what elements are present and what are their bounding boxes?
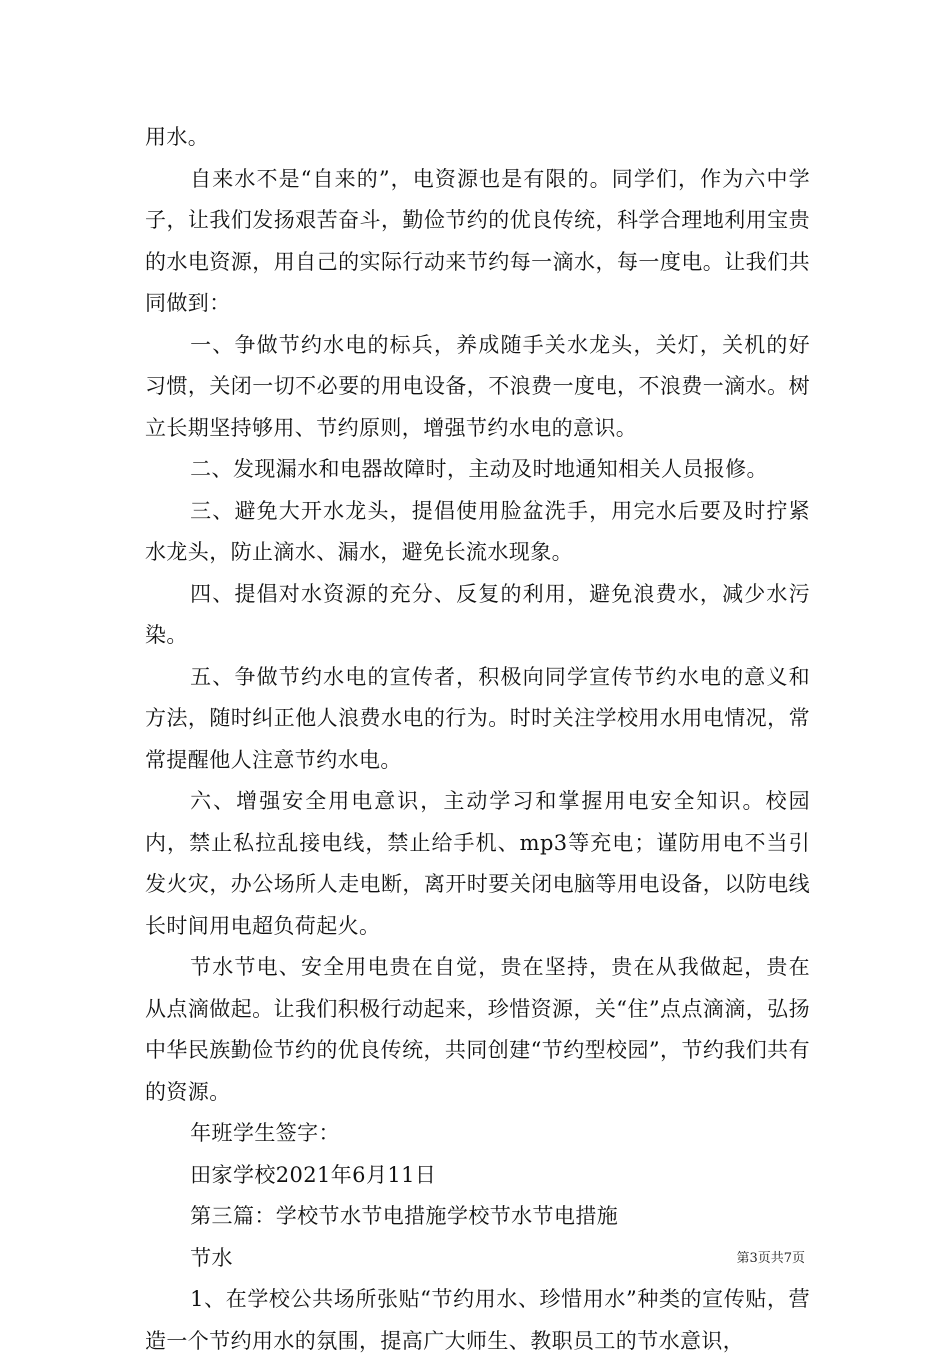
body-paragraph: 六、增强安全用电意识，主动学习和掌握用电安全知识。校园内，禁止私拉乱接电线，禁止给手机、mp3等充电；谨防用电不当引发火灾，办公场所人走电断，离开时要关闭电脑等用电设备，以防电线长时间用电超负荷起火。 <box>145 789 810 938</box>
body-paragraph: 自来水不是“自来的”，电资源也是有限的。同学们，作为六中学子，让我们发扬艰苦奋斗，勤俭节约的优良传统，科学合理地利用宝贵的水电资源，用自己的实际行动来节约每一滴水，每一度电。让我们共同做到： <box>145 166 810 315</box>
body-paragraph: 二、发现漏水和电器故障时，主动及时地通知相关人员报修。 <box>190 457 768 481</box>
page-number: 第3页共7页 <box>736 1251 805 1266</box>
body-paragraph: 年班学生签字： <box>190 1121 340 1145</box>
body-paragraph: 四、提倡对水资源的充分、反复的利用，避免浪费水，减少水污染。 <box>145 581 810 647</box>
body-paragraph: 第三篇：学校节水节电措施学校节水节电措施 <box>190 1204 619 1228</box>
body-paragraph: 1、在学校公共场所张贴“节约用水、珍惜用水”种类的宣传贴，营造一个节约用水的氛围，提高广大师生、教职员工的节水意识， <box>145 1287 810 1353</box>
body-paragraph: 节水 <box>190 1245 233 1270</box>
body-paragraph: 节水节电、安全用电贵在自觉，贵在坚持，贵在从我做起，贵在从点滴做起。让我们积极行动起来，珍惜资源，关“住”点点滴滴，弘扬中华民族勤俭节约的优良传统，共同创建“节约型校园”，节约我们共有的资源。 <box>145 955 810 1104</box>
body-paragraph: 一、争做节约水电的标兵，养成随手关水龙头，关灯，关机的好习惯，关闭一切不必要的用电设备，不浪费一度电，不浪费一滴水。树立长期坚持够用、节约原则，增强节约水电的意识。 <box>145 332 810 440</box>
body-paragraph: 用水。 <box>145 125 210 149</box>
body-paragraph: 田家学校2021年6月11日 <box>190 1162 437 1187</box>
body-paragraph: 三、避免大开水龙头，提倡使用脸盆洗手，用完水后要及时拧紧水龙头，防止滴水、漏水，避免长流水现象。 <box>145 498 810 564</box>
body-paragraph: 五、争做节约水电的宣传者，积极向同学宣传节约水电的意义和方法，随时纠正他人浪费水电的行为。时时关注学校用水用电情况，常常提醒他人注意节约水电。 <box>145 664 810 772</box>
document-body <box>145 117 810 1362</box>
